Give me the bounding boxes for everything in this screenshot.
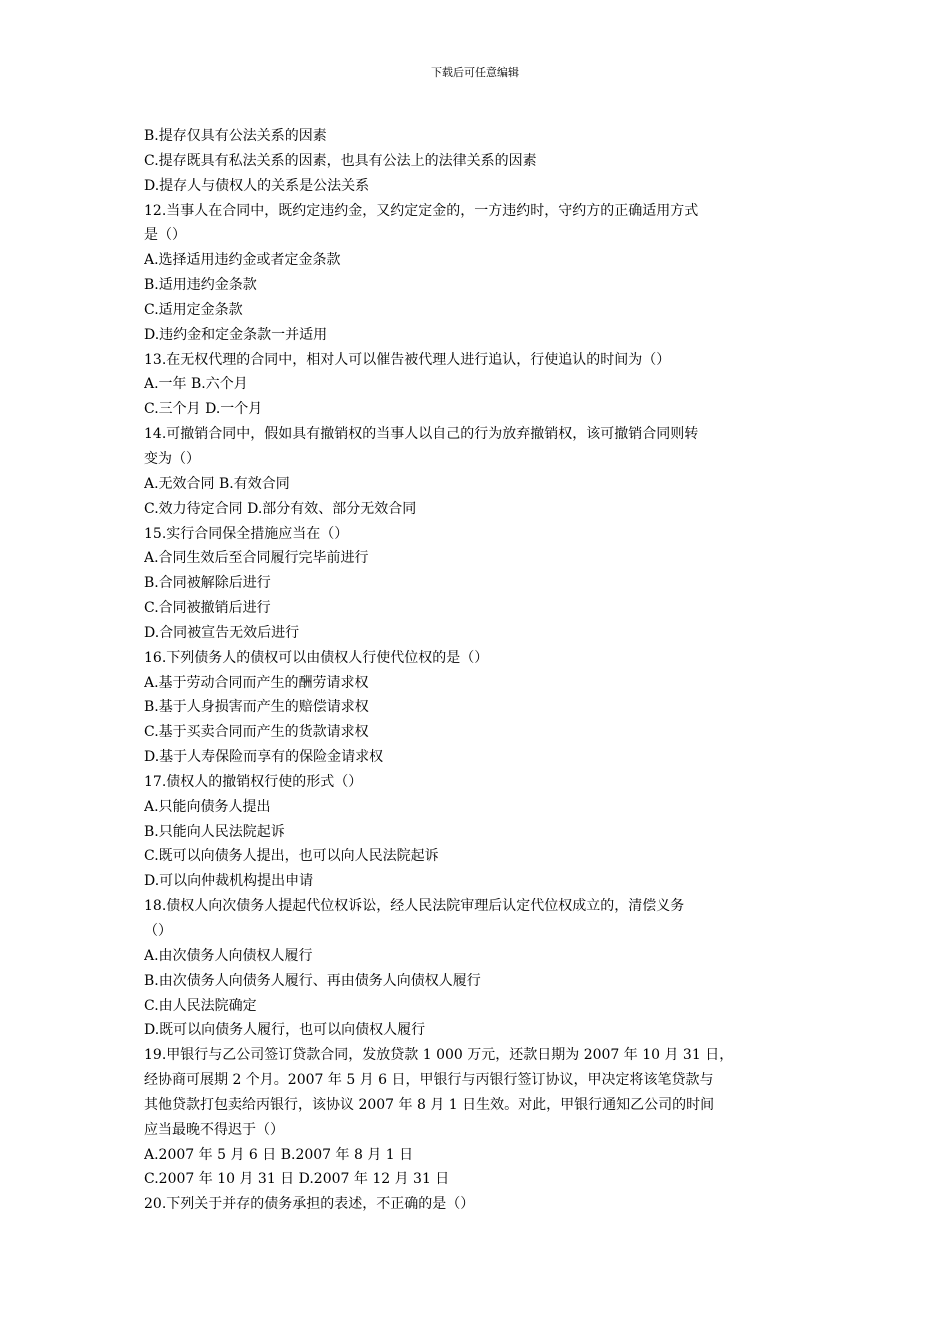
option-line: A.一年 B.六个月 (144, 376, 248, 393)
option-line: C.三个月 D.一个月 (144, 401, 263, 418)
option-line: C.2007 年 10 月 31 日 D.2007 年 12 月 31 日 (144, 1171, 450, 1188)
question-13: 13.在无权代理的合同中，相对人可以催告被代理人进行追认，行使追认的时间为（） (144, 351, 671, 368)
text-line: 应当最晚不得迟于（） (144, 1121, 284, 1138)
option-line: A.由次债务人向债权人履行 (144, 947, 313, 964)
option-line: D.既可以向债务人履行，也可以向债权人履行 (144, 1022, 426, 1039)
option-line: B.基于人身损害而产生的赔偿请求权 (144, 699, 369, 716)
option-line: A.无效合同 B.有效合同 (144, 475, 290, 492)
option-line: D.违约金和定金条款一并适用 (144, 326, 328, 343)
option-line: A.只能向债务人提出 (144, 798, 271, 815)
option-line: A.2007 年 5 月 6 日 B.2007 年 8 月 1 日 (144, 1146, 414, 1163)
option-line: C.既可以向债务人提出，也可以向人民法院起诉 (144, 848, 439, 865)
page-header: 下载后可任意编辑 (431, 66, 519, 79)
question-14: 14.可撤销合同中，假如具有撤销权的当事人以自己的行为放弃撤销权，该可撤销合同则转 (144, 426, 699, 443)
question-20: 20.下列关于并存的债务承担的表述，不正确的是（） (144, 1196, 475, 1213)
option-line: B.只能向人民法院起诉 (144, 823, 285, 840)
text-line: （） (144, 923, 172, 939)
option-line: A.合同生效后至合同履行完毕前进行 (144, 550, 369, 567)
option-line: B.合同被解除后进行 (144, 575, 271, 592)
text-line: C.提存既具有私法关系的因素，也具有公法上的法律关系的因素 (144, 152, 537, 169)
question-16: 16.下列债务人的债权可以由债权人行使代位权的是（） (144, 649, 489, 666)
text-line: 其他贷款打包卖给丙银行，该协议 2007 年 8 月 1 日生效。对此，甲银行通知乙公司的时间 (144, 1096, 715, 1113)
option-line: C.合同被撤销后进行 (144, 600, 271, 617)
text-line: D.提存人与债权人的关系是公法关系 (144, 177, 370, 194)
option-line: C.效力待定合同 D.部分有效、部分无效合同 (144, 500, 417, 517)
text-line: 是（） (144, 227, 186, 244)
option-line: B.适用违约金条款 (144, 277, 257, 294)
option-line: A.选择适用违约金或者定金条款 (144, 252, 341, 269)
option-line: D.合同被宣告无效后进行 (144, 624, 300, 641)
option-line: B.由次债务人向债务人履行、再由债务人向债权人履行 (144, 972, 481, 989)
document-body (144, 124, 816, 1217)
question-12: 12.当事人在合同中，既约定违约金，又约定定金的，一方违约时，守约方的正确适用方式 (144, 202, 699, 219)
text-line: 经协商可展期 2 个月。2007 年 5 月 6 日，甲银行与丙银行签订协议，甲决定将该笔贷款与 (144, 1072, 714, 1089)
option-line: C.适用定金条款 (144, 301, 243, 318)
question-18: 18.债权人向次债务人提起代位权诉讼，经人民法院审理后认定代位权成立的，清偿义务 (144, 898, 685, 915)
option-line: C.由人民法院确定 (144, 997, 257, 1014)
text-line: 变为（） (144, 450, 200, 467)
option-line: C.基于买卖合同而产生的货款请求权 (144, 724, 369, 741)
option-line: A.基于劳动合同而产生的酬劳请求权 (144, 674, 369, 691)
option-line: D.基于人寿保险而享有的保险金请求权 (144, 749, 384, 766)
question-15: 15.实行合同保全措施应当在（） (144, 525, 349, 542)
option-line: D.可以向仲裁机构提出申请 (144, 873, 314, 890)
question-19: 19.甲银行与乙公司签订贷款合同，发放贷款 1 000 万元，还款日期为 2007 年 10 月 31 日， (144, 1047, 734, 1064)
question-17: 17.债权人的撤销权行使的形式（） (144, 773, 363, 790)
text-line: B.提存仅具有公法关系的因素 (144, 128, 327, 144)
